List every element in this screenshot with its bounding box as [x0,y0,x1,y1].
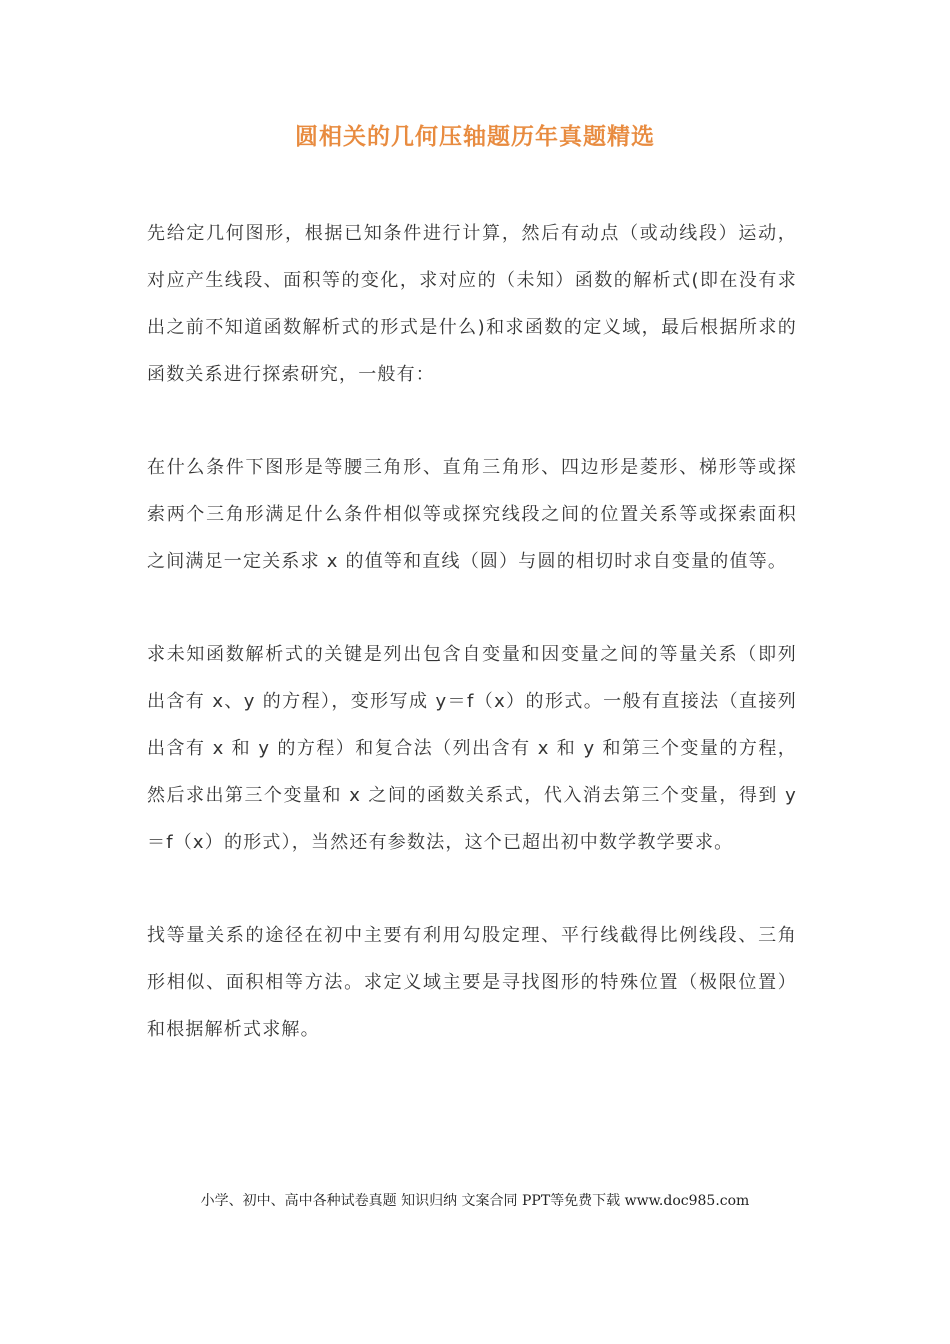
paragraph-1: 先给定几何图形，根据已知条件进行计算，然后有动点（或动线段）运动，对应产生线段、面积等的变化，求对应的（未知）函数的解析式(即在没有求出之前不知道函数解析式的形式是什么)和求函数的定义域，最后根据所求的函数关系进行探索研究，一般有： [147,223,797,385]
document-body [147,210,797,1099]
paragraph-4: 找等量关系的途径在初中主要有利用勾股定理、平行线截得比例线段、三角形相似、面积相等方法。求定义域主要是寻找图形的特殊位置（极限位置）和根据解析式求解。 [147,925,797,1040]
paragraph-2: 在什么条件下图形是等腰三角形、直角三角形、四边形是菱形、梯形等或探索两个三角形满足什么条件相似等或探究线段之间的位置关系等或探索面积之间满足一定关系求 x 的值等和直线（圆）与圆的相切时求自变量的值等。 [147,457,797,572]
paragraph-3: 求未知函数解析式的关键是列出包含自变量和因变量之间的等量关系（即列出含有 x、y 的方程），变形写成 y＝f（x）的形式。一般有直接法（直接列出含有 x 和 y 的方程）和复合法（列出含有 x 和 y 和第三个变量的方程，然后求出第三个变量和 x 之间的函数关系式，代入消去第三个变量，得到 y＝f（x）的形式），当然还有参数法，这个已超出初中数学教学要求。 [147,644,797,853]
document-title: 圆相关的几何压轴题历年真题精选 [295,124,655,150]
page-footer: 小学、初中、高中各种试卷真题 知识归纳 文案合同 PPT等免费下载 www.doc985.com [200,1193,750,1209]
